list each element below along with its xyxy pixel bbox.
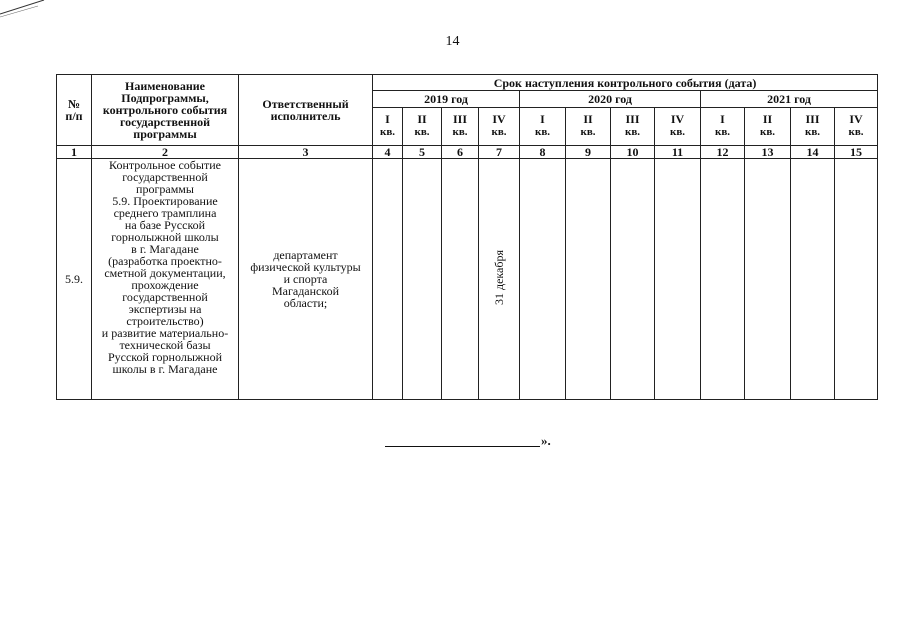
header-quarter: I кв. (520, 107, 566, 145)
column-number: 3 (239, 146, 373, 159)
header-deadline: Срок наступления контрольного события (дата) (373, 75, 878, 91)
date-cell (835, 159, 878, 400)
column-number: 1 (57, 146, 92, 159)
column-number: 13 (745, 146, 791, 159)
header-name: Наименование Подпрограммы, контрольного события государственной программы (92, 75, 239, 146)
header-executor: Ответственный исполнитель (239, 75, 373, 146)
date-cell (611, 159, 655, 400)
header-year-2019: 2019 год (373, 91, 520, 107)
column-number: 6 (442, 146, 479, 159)
header-quarter: IV кв. (479, 107, 520, 145)
date-cell (655, 159, 701, 400)
column-number: 11 (655, 146, 701, 159)
header-quarter: III кв. (442, 107, 479, 145)
column-number: 14 (791, 146, 835, 159)
column-number: 7 (479, 146, 520, 159)
date-cell-2019-q4: 31 декабря (479, 159, 520, 400)
header-quarter: II кв. (566, 107, 611, 145)
date-cell (701, 159, 745, 400)
header-number: № п/п (57, 75, 92, 146)
column-number: 15 (835, 146, 878, 159)
control-events-table (56, 74, 878, 400)
column-number: 4 (373, 146, 403, 159)
header-quarter: III кв. (791, 107, 835, 145)
header-row-1 (57, 75, 878, 91)
date-cell (520, 159, 566, 400)
header-year-2021: 2021 год (701, 91, 878, 107)
closing-quote-mark: ». (541, 433, 551, 448)
column-number: 2 (92, 146, 239, 159)
page-number: 14 (445, 34, 460, 49)
column-number-row (57, 146, 878, 159)
header-quarter: II кв. (745, 107, 791, 145)
date-cell (373, 159, 403, 400)
date-cell (791, 159, 835, 400)
column-number: 9 (566, 146, 611, 159)
column-number: 12 (701, 146, 745, 159)
table-row (57, 159, 878, 400)
date-cell (442, 159, 479, 400)
responsible-executor: департамент физической культуры и спорта Магаданской области; (239, 159, 373, 400)
header-quarter: IV кв. (835, 107, 878, 145)
scan-edge-mark (0, 0, 70, 20)
column-number: 10 (611, 146, 655, 159)
date-cell (403, 159, 442, 400)
date-cell (745, 159, 791, 400)
event-name: Контрольное событие государственной программы 5.9. Проектирование среднего трамплина на базе Русской горнолыжной школы в г. Магадане (разработка проектно- сметной документации, прохождение государственной экспертизы на строительство) и развитие материально- технической базы Русской горнолыжной школы в г. Магадане (92, 159, 239, 400)
column-number: 5 (403, 146, 442, 159)
header-year-2020: 2020 год (520, 91, 701, 107)
closing-underline (385, 446, 540, 447)
row-number: 5.9. (57, 159, 92, 400)
date-cell (566, 159, 611, 400)
header-quarter: I кв. (373, 107, 403, 145)
header-quarter: IV кв. (655, 107, 701, 145)
header-quarter: I кв. (701, 107, 745, 145)
header-quarter: III кв. (611, 107, 655, 145)
column-number: 8 (520, 146, 566, 159)
header-quarter: II кв. (403, 107, 442, 145)
